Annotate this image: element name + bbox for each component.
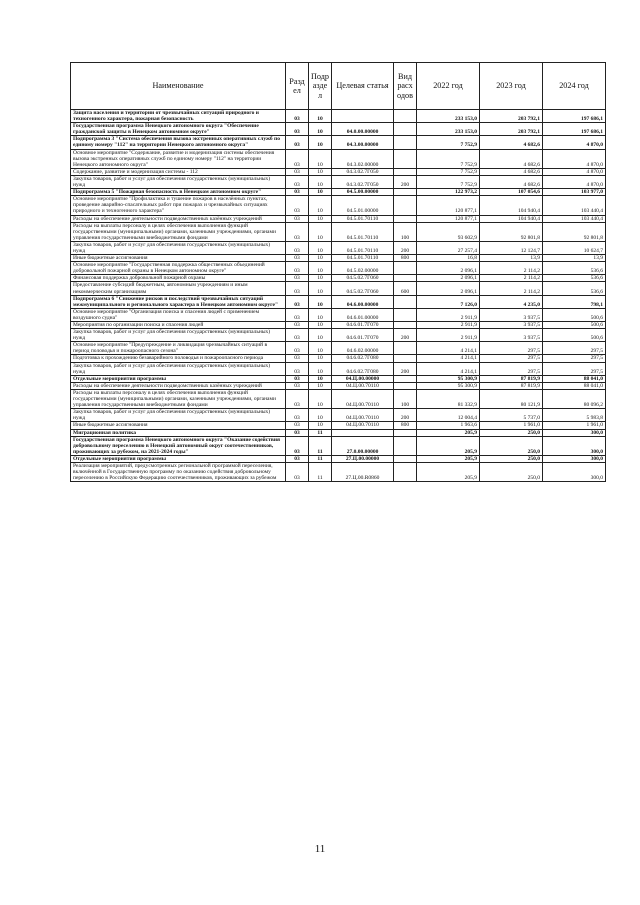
row-target-code: 04.Ц.00.00000 [332, 375, 394, 382]
row-amount-2024: 103 440,4 [543, 196, 606, 215]
row-amount-2023: 2 114,2 [480, 282, 543, 295]
row-name: Отдельные мероприятия программы [71, 375, 286, 382]
row-name: Закупка товаров, работ и услуг для обеспечения государственных (муниципальных) нужд [71, 241, 286, 254]
row-amount-2024: 1 961,0 [543, 422, 606, 429]
header-2022: 2022 год [417, 63, 480, 110]
row-amount-2023: 4 682,6 [480, 149, 543, 168]
row-target-code: 04.Ц.00.70110 [332, 409, 394, 422]
row-target-code: 04.5.01.70110 [332, 241, 394, 254]
row-expense-type [394, 136, 417, 149]
row-amount-2023: 92 801,8 [480, 222, 543, 241]
table-row [71, 175, 606, 188]
row-podrazdel: 10 [309, 382, 332, 389]
row-razdel: 03 [286, 136, 309, 149]
table-row [71, 342, 606, 355]
row-target-code: 04.5.01.70110 [332, 215, 394, 222]
row-expense-type: 200 [394, 409, 417, 422]
row-podrazdel: 11 [309, 436, 332, 455]
row-amount-2022: 2 096,1 [417, 262, 480, 275]
row-expense-type: 200 [394, 175, 417, 188]
row-name: Содержание, развитие и модернизация системы - 112 [71, 168, 286, 175]
row-razdel: 03 [286, 149, 309, 168]
table-row [71, 255, 606, 262]
row-amount-2024: 92 801,8 [543, 222, 606, 241]
row-razdel: 03 [286, 462, 309, 481]
row-amount-2023: 104 940,4 [480, 196, 543, 215]
row-expense-type [394, 382, 417, 389]
row-podrazdel: 10 [309, 362, 332, 375]
row-amount-2022: 2 911,9 [417, 308, 480, 321]
row-amount-2022: 205,9 [417, 436, 480, 455]
row-amount-2024: 103 977,0 [543, 189, 606, 196]
row-amount-2022: 4 214,1 [417, 362, 480, 375]
row-expense-type [394, 295, 417, 308]
row-target-code: 04.6.00.00000 [332, 295, 394, 308]
row-razdel: 03 [286, 275, 309, 282]
row-podrazdel: 10 [309, 355, 332, 362]
row-razdel: 03 [286, 342, 309, 355]
row-amount-2023: 297,5 [480, 362, 543, 375]
row-name: Закупка товаров, работ и услуг для обеспечения государственных (муниципальных) нужд [71, 362, 286, 375]
row-target-code: 04.6.01.7Г070 [332, 329, 394, 342]
header-name: Наименование [71, 63, 286, 110]
row-expense-type: 800 [394, 422, 417, 429]
row-podrazdel: 10 [309, 196, 332, 215]
row-podrazdel: 10 [309, 322, 332, 329]
row-name: Государственная программа Ненецкого автономного округа "Оказание содействия добровольному переселению в Ненецкий автономный округ соотечественников, проживающих за рубежом, на 2021-2024 годы" [71, 436, 286, 455]
table-row [71, 429, 606, 436]
row-razdel: 03 [286, 375, 309, 382]
row-podrazdel: 10 [309, 149, 332, 168]
table-row [71, 462, 606, 481]
table-row [71, 382, 606, 389]
row-amount-2023: 4 682,6 [480, 136, 543, 149]
row-target-code: 04.6.02.7Г080 [332, 355, 394, 362]
row-amount-2022: 2 096,1 [417, 282, 480, 295]
row-amount-2022: 122 973,2 [417, 189, 480, 196]
row-expense-type: 200 [394, 362, 417, 375]
row-amount-2024: 500,6 [543, 308, 606, 321]
row-razdel: 03 [286, 123, 309, 136]
table-header-row [71, 63, 606, 110]
row-name: Защита населения и территории от чрезвычайных ситуаций природного и техногенного характера, пожарная безопасность [71, 110, 286, 123]
row-name: Закупка товаров, работ и услуг для обеспечения государственных (муниципальных) нужд [71, 329, 286, 342]
row-amount-2024: 13,9 [543, 255, 606, 262]
row-amount-2024: 4 870,0 [543, 136, 606, 149]
table-row [71, 436, 606, 455]
row-podrazdel: 10 [309, 282, 332, 295]
row-target-code: 04.6.01.7Г070 [332, 322, 394, 329]
row-expense-type [394, 275, 417, 282]
row-amount-2024: 300,0 [543, 462, 606, 481]
row-amount-2023: 1 961,0 [480, 422, 543, 429]
row-podrazdel: 10 [309, 123, 332, 136]
row-amount-2022: 7 752,9 [417, 175, 480, 188]
row-target-code: 04.Ц.00.70110 [332, 389, 394, 408]
row-podrazdel: 10 [309, 175, 332, 188]
table-row [71, 275, 606, 282]
row-amount-2022: 27 257,4 [417, 241, 480, 254]
row-podrazdel: 10 [309, 422, 332, 429]
row-amount-2022: 95 300,9 [417, 375, 480, 382]
row-amount-2023: 250,0 [480, 455, 543, 462]
row-amount-2023: 297,5 [480, 342, 543, 355]
row-amount-2022: 1 963,6 [417, 422, 480, 429]
table-row [71, 149, 606, 168]
row-name: Закупка товаров, работ и услуг для обеспечения государственных (муниципальных) нужд [71, 175, 286, 188]
row-amount-2024: 88 041,0 [543, 382, 606, 389]
row-name: Отдельные мероприятия программы [71, 455, 286, 462]
row-expense-type: 200 [394, 241, 417, 254]
row-target-code: 04.3.02.7Г050 [332, 175, 394, 188]
row-podrazdel: 10 [309, 342, 332, 355]
row-razdel: 03 [286, 322, 309, 329]
row-target-code: 04.5.01.70110 [332, 255, 394, 262]
row-amount-2024: 88 041,0 [543, 375, 606, 382]
row-name: Миграционная политика [71, 429, 286, 436]
row-amount-2023: 203 792,1 [480, 123, 543, 136]
row-amount-2022: 4 214,1 [417, 355, 480, 362]
table-body [71, 110, 606, 482]
row-name: Расходы на выплаты персоналу в целях обеспечения выполнения функций государственными (муниципальными) органами, казенными учреждениями, органами управления государственными внебюджетными фондами [71, 389, 286, 408]
row-amount-2024: 798,1 [543, 295, 606, 308]
row-amount-2024: 297,5 [543, 355, 606, 362]
row-target-code: 04.5.02.7Г060 [332, 275, 394, 282]
row-podrazdel: 10 [309, 255, 332, 262]
page-number: 11 [314, 843, 326, 855]
row-target-code: 27.Ц.00.R0860 [332, 462, 394, 481]
table-row [71, 196, 606, 215]
row-razdel: 03 [286, 362, 309, 375]
row-amount-2023: 3 937,5 [480, 322, 543, 329]
table-row [71, 222, 606, 241]
row-razdel: 03 [286, 215, 309, 222]
row-expense-type [394, 462, 417, 481]
table-row [71, 282, 606, 295]
row-target-code: 04.0.00.00000 [332, 123, 394, 136]
row-amount-2022: 205,9 [417, 462, 480, 481]
row-name: Основное мероприятие "Содержание, развитие и модернизация системы обеспечения вызова экстренных оперативных служб по единому номеру "112" на территории Ненецкого автономного округа" [71, 149, 286, 168]
row-expense-type: 200 [394, 329, 417, 342]
row-expense-type [394, 375, 417, 382]
row-target-code: 04.3.02.00000 [332, 149, 394, 168]
row-podrazdel: 10 [309, 262, 332, 275]
row-amount-2022: 93 602,9 [417, 222, 480, 241]
row-podrazdel: 10 [309, 409, 332, 422]
row-amount-2023: 12 124,7 [480, 241, 543, 254]
table-row [71, 123, 606, 136]
row-amount-2024: 5 983,8 [543, 409, 606, 422]
row-amount-2023: 4 682,6 [480, 175, 543, 188]
row-name: Основное мероприятие "Профилактика и тушение пожаров в населённых пунктах, проведение аварийно-спасательных работ при пожарах и чрезвычайных ситуациях природного и техногенного характера" [71, 196, 286, 215]
row-name: Государственная программа Ненецкого автономного округа "Обеспечение гражданской защиты в Ненецком автономном округе" [71, 123, 286, 136]
row-target-code: 04.3.02.7Г050 [332, 168, 394, 175]
row-expense-type [394, 342, 417, 355]
row-amount-2024: 536,6 [543, 282, 606, 295]
row-podrazdel: 10 [309, 241, 332, 254]
row-target-code: 27.0.00.00000 [332, 436, 394, 455]
header-2024: 2024 год [543, 63, 606, 110]
row-amount-2024: 500,6 [543, 329, 606, 342]
table-row [71, 455, 606, 462]
row-amount-2022: 4 214,1 [417, 342, 480, 355]
row-amount-2023: 250,0 [480, 462, 543, 481]
row-expense-type [394, 308, 417, 321]
row-amount-2022: 7 752,9 [417, 168, 480, 175]
header-razdel: Разд ел [286, 63, 309, 110]
row-razdel: 03 [286, 308, 309, 321]
header-podrazdel: Подр азде л [309, 63, 332, 110]
row-amount-2024: 197 686,1 [543, 123, 606, 136]
row-amount-2022: 205,9 [417, 455, 480, 462]
row-name: Основное мероприятие "Предупреждение и ликвидация чрезвычайных ситуаций в период половодья и пожароопасного сезона" [71, 342, 286, 355]
row-podrazdel: 11 [309, 429, 332, 436]
row-name: Закупка товаров, работ и услуг для обеспечения государственных (муниципальных) нужд [71, 409, 286, 422]
row-podrazdel: 10 [309, 375, 332, 382]
table-row [71, 355, 606, 362]
row-amount-2024: 4 870,0 [543, 168, 606, 175]
row-amount-2023: 87 819,9 [480, 375, 543, 382]
table-row [71, 409, 606, 422]
row-target-code: 04.6.02.7Г080 [332, 362, 394, 375]
row-amount-2022: 120 877,1 [417, 196, 480, 215]
row-podrazdel: 10 [309, 222, 332, 241]
budget-table [70, 62, 606, 482]
row-amount-2022: 7 752,9 [417, 136, 480, 149]
row-amount-2022: 12 004,4 [417, 409, 480, 422]
row-expense-type [394, 168, 417, 175]
row-amount-2023: 13,9 [480, 255, 543, 262]
row-amount-2024: 80 096,2 [543, 389, 606, 408]
row-target-code: 04.5.00.00000 [332, 189, 394, 196]
row-expense-type [394, 436, 417, 455]
row-amount-2022: 2 096,1 [417, 275, 480, 282]
row-razdel: 03 [286, 196, 309, 215]
row-expense-type [394, 189, 417, 196]
row-name: Подпрограмма 3 "Система обеспечения вызова экстренных оперативных служб по единому номеру "112" на территории Ненецкого автономного округа" [71, 136, 286, 149]
table-row [71, 329, 606, 342]
row-razdel: 03 [286, 436, 309, 455]
row-razdel: 03 [286, 422, 309, 429]
row-name: Реализация мероприятий, предусмотренных региональной программой переселения, включённой в Государственную программу по оказанию содействия добровольному переселению в Российскую Федерацию соотечественников, проживающих за рубежом [71, 462, 286, 481]
row-name: Основное мероприятие "Государственная поддержка общественных объединений добровольной пожарной охраны в Ненецком автономном округе" [71, 262, 286, 275]
row-target-code: 04.Ц.00.70110 [332, 382, 394, 389]
row-name: Мероприятия по организации поиска и спасения людей [71, 322, 286, 329]
table-row [71, 375, 606, 382]
table-row [71, 189, 606, 196]
row-amount-2024: 297,5 [543, 362, 606, 375]
row-amount-2023: 297,5 [480, 355, 543, 362]
row-razdel: 03 [286, 110, 309, 123]
row-name: Расходы на выплаты персоналу в целях обеспечения выполнения функций государственными (муниципальными) органами, казенными учреждениями, органами управления государственными внебюджетными фондами [71, 222, 286, 241]
table-row [71, 168, 606, 175]
row-amount-2024: 197 686,1 [543, 110, 606, 123]
row-razdel: 03 [286, 282, 309, 295]
row-amount-2024: 4 870,0 [543, 149, 606, 168]
row-podrazdel: 10 [309, 329, 332, 342]
row-razdel: 03 [286, 241, 309, 254]
row-name: Иные бюджетные ассигнования [71, 422, 286, 429]
row-amount-2023: 4 235,0 [480, 295, 543, 308]
row-amount-2023: 104 940,4 [480, 215, 543, 222]
row-amount-2023: 3 937,5 [480, 329, 543, 342]
header-2023: 2023 год [480, 63, 543, 110]
row-podrazdel: 10 [309, 295, 332, 308]
row-name: Предоставление субсидий бюджетным, автономным учреждениям и иным некоммерческим организациям [71, 282, 286, 295]
row-amount-2023: 80 121,9 [480, 389, 543, 408]
row-amount-2024: 300,0 [543, 436, 606, 455]
row-amount-2022: 95 300,9 [417, 382, 480, 389]
row-razdel: 03 [286, 382, 309, 389]
row-expense-type [394, 110, 417, 123]
row-razdel: 03 [286, 175, 309, 188]
row-razdel: 03 [286, 389, 309, 408]
row-podrazdel: 11 [309, 462, 332, 481]
row-razdel: 03 [286, 262, 309, 275]
row-razdel: 03 [286, 295, 309, 308]
table-row [71, 215, 606, 222]
row-amount-2024: 536,6 [543, 262, 606, 275]
document-page [70, 62, 605, 482]
row-razdel: 03 [286, 168, 309, 175]
row-podrazdel: 10 [309, 189, 332, 196]
row-amount-2023: 87 819,9 [480, 382, 543, 389]
row-target-code: 04.6.01.00000 [332, 308, 394, 321]
row-podrazdel: 10 [309, 275, 332, 282]
row-expense-type [394, 215, 417, 222]
row-target-code: 27.Ц.00.00000 [332, 455, 394, 462]
row-expense-type: 600 [394, 282, 417, 295]
row-podrazdel: 10 [309, 308, 332, 321]
table-row [71, 241, 606, 254]
row-name: Подготовка к прохождению безаварийного половодья и пожароопасного периода [71, 355, 286, 362]
header-target-code: Целевая статья [332, 63, 394, 110]
row-podrazdel: 10 [309, 215, 332, 222]
row-amount-2022: 2 911,9 [417, 329, 480, 342]
row-podrazdel: 10 [309, 168, 332, 175]
row-target-code [332, 110, 394, 123]
row-podrazdel: 10 [309, 389, 332, 408]
row-expense-type [394, 123, 417, 136]
table-row [71, 308, 606, 321]
row-amount-2022: 233 153,0 [417, 123, 480, 136]
row-razdel: 03 [286, 222, 309, 241]
table-row [71, 136, 606, 149]
row-amount-2023: 2 114,2 [480, 275, 543, 282]
row-amount-2022: 7 752,9 [417, 149, 480, 168]
table-row [71, 322, 606, 329]
row-razdel: 03 [286, 455, 309, 462]
header-expense-type: Вид расх одов [394, 63, 417, 110]
table-row [71, 110, 606, 123]
row-razdel: 03 [286, 355, 309, 362]
row-expense-type [394, 429, 417, 436]
row-razdel: 03 [286, 189, 309, 196]
row-amount-2022: 205,9 [417, 429, 480, 436]
row-amount-2023: 4 682,6 [480, 168, 543, 175]
row-razdel: 03 [286, 429, 309, 436]
row-amount-2022: 7 126,0 [417, 295, 480, 308]
row-amount-2024: 500,6 [543, 322, 606, 329]
row-name: Подпрограмма 6 "Снижение рисков и последствий чрезвычайных ситуаций межмуниципального и регионального характера в Ненецком автономном округе" [71, 295, 286, 308]
row-amount-2022: 120 877,1 [417, 215, 480, 222]
row-amount-2022: 16,8 [417, 255, 480, 262]
row-amount-2022: 233 153,0 [417, 110, 480, 123]
row-expense-type: 100 [394, 389, 417, 408]
row-amount-2023: 3 937,5 [480, 308, 543, 321]
row-amount-2024: 4 870,0 [543, 175, 606, 188]
row-name: Иные бюджетные ассигнования [71, 255, 286, 262]
row-name: Основное мероприятие "Организация поиска и спасения людей с применением воздушного судна" [71, 308, 286, 321]
row-amount-2023: 5 737,0 [480, 409, 543, 422]
row-amount-2024: 536,6 [543, 275, 606, 282]
row-podrazdel: 10 [309, 136, 332, 149]
row-amount-2022: 2 911,9 [417, 322, 480, 329]
row-amount-2024: 103 440,4 [543, 215, 606, 222]
row-target-code: 04.5.01.70110 [332, 222, 394, 241]
row-name: Подпрограмма 5 "Пожарная безопасность в Ненецком автономном округе" [71, 189, 286, 196]
row-expense-type [394, 262, 417, 275]
table-row [71, 362, 606, 375]
row-amount-2024: 300,0 [543, 429, 606, 436]
row-expense-type [394, 355, 417, 362]
row-amount-2024: 297,5 [543, 342, 606, 355]
row-expense-type [394, 149, 417, 168]
row-amount-2022: 81 332,9 [417, 389, 480, 408]
table-row [71, 422, 606, 429]
row-expense-type: 800 [394, 255, 417, 262]
row-target-code: 04.Ц.00.70110 [332, 422, 394, 429]
table-row [71, 295, 606, 308]
row-razdel: 03 [286, 329, 309, 342]
row-target-code: 04.5.02.7Г060 [332, 282, 394, 295]
row-name: Расходы на обеспечение деятельности подведомственных казённых учреждений [71, 382, 286, 389]
row-amount-2024: 10 624,7 [543, 241, 606, 254]
row-target-code [332, 429, 394, 436]
row-name: Финансовая поддержка добровольной пожарной охраны [71, 275, 286, 282]
table-row [71, 389, 606, 408]
row-razdel: 03 [286, 409, 309, 422]
row-expense-type [394, 455, 417, 462]
row-amount-2023: 107 054,6 [480, 189, 543, 196]
row-podrazdel: 11 [309, 455, 332, 462]
row-amount-2023: 250,0 [480, 429, 543, 436]
row-expense-type [394, 196, 417, 215]
row-expense-type: 100 [394, 222, 417, 241]
row-target-code: 04.6.02.00000 [332, 342, 394, 355]
table-row [71, 262, 606, 275]
row-amount-2023: 250,0 [480, 436, 543, 455]
row-amount-2024: 300,0 [543, 455, 606, 462]
row-target-code: 04.5.02.00000 [332, 262, 394, 275]
row-amount-2023: 203 792,1 [480, 110, 543, 123]
row-name: Расходы на обеспечение деятельности подведомственных казённых учреждений [71, 215, 286, 222]
row-target-code: 04.5.01.00000 [332, 196, 394, 215]
row-target-code: 04.3.00.00000 [332, 136, 394, 149]
row-expense-type [394, 322, 417, 329]
row-razdel: 03 [286, 255, 309, 262]
row-podrazdel: 10 [309, 110, 332, 123]
row-amount-2023: 2 114,2 [480, 262, 543, 275]
